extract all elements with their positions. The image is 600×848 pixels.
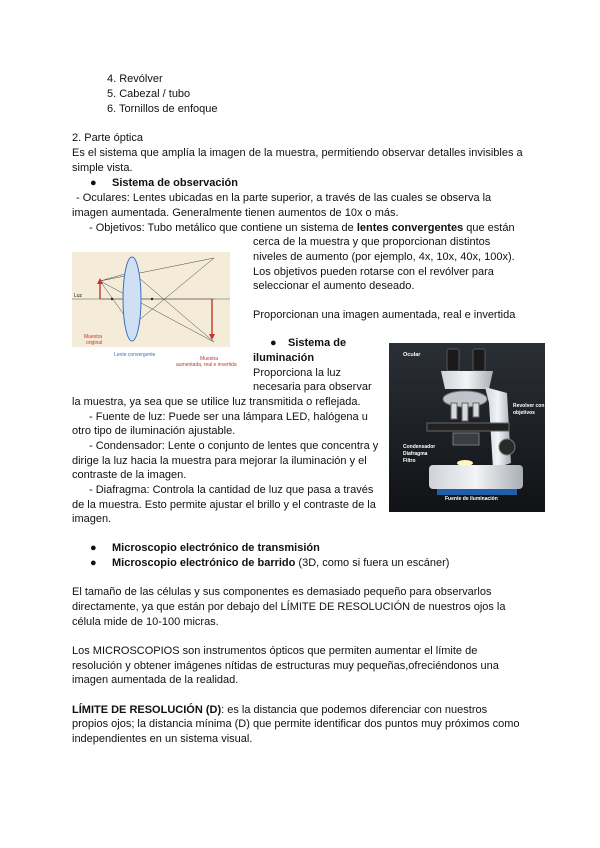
lens-diagram-svg: [72, 252, 237, 370]
objetivos-text-c: que están: [463, 222, 515, 234]
optica-intro-line1: Es el sistema que amplía la imagen de la muestra, permitiendo observar detalles invisibles a: [72, 147, 523, 159]
objetivos-line1: [89, 221, 515, 236]
converging-lens: [123, 257, 141, 341]
diafragma-line1: - Diafragma: Controla la cantidad de luz que pasa a través: [89, 484, 374, 496]
subheading-iluminacion-2: iluminación: [253, 352, 315, 364]
limite-line1: [72, 703, 487, 718]
bullet-icon: ●: [270, 337, 277, 349]
limite-term: LÍMITE DE RESOLUCIÓN (D): [72, 704, 222, 716]
iluminacion-line1: Proporciona la luz: [253, 367, 342, 379]
label-muestra-original-2: original: [86, 340, 103, 346]
eyepiece-left: [447, 349, 459, 371]
oculares-line2: imagen aumentada. Generalmente tienen aumentos de 10x o más.: [72, 207, 399, 219]
lentes-convergentes-term: lentes convergentes: [356, 222, 464, 234]
label-ocular: Ocular: [403, 352, 421, 358]
microscope-photo: [389, 343, 545, 512]
objetivos-line4: Los objetivos pueden rotarse con el revólver para: [253, 266, 494, 278]
diafragma-line3: imagen.: [72, 513, 112, 525]
list-item-barrido: [90, 556, 449, 571]
label-muestra-aumentada-2: aumentada, real e invertida: [176, 362, 237, 368]
objetivos-line3: niveles de aumento (por ejemplo, 4x, 10x, 40x, 100x).: [253, 251, 515, 263]
microscope-photo-svg: [389, 343, 545, 512]
microscopios-line1: Los MICROSCOPIOS son instrumentos ópticos que permiten aumentar el límite de: [72, 645, 478, 657]
condensador-line3: contraste de la imagen.: [72, 469, 187, 481]
condenser: [453, 433, 479, 445]
diafragma-line2: de la muestra. Esto permite ajustar el brillo y el contraste de la: [72, 499, 376, 511]
label-fuente: Fuente de iluminación: [445, 496, 498, 502]
microscopios-line2: resolución y obtener imágenes nítidas de estructuras muy pequeñas,ofreciéndonos una: [72, 660, 499, 672]
lens-diagram: [72, 252, 237, 370]
subheading-observacion: [90, 176, 238, 191]
tamano-line3: célula mide de 10-100 micras.: [72, 616, 219, 628]
transmision-label: Microscopio electrónico de transmisión: [112, 542, 320, 554]
objective-2: [462, 403, 468, 421]
condensador-line1: - Condensador: Lente o conjunto de lentes que concentra y: [89, 440, 379, 452]
microscope-head: [441, 371, 493, 389]
limite-line3: independientes en un sistema visual.: [72, 733, 253, 745]
label-condensador: Condensador: [403, 444, 436, 450]
focal-point-left: [111, 298, 113, 300]
light-source: [457, 460, 473, 466]
objective-1: [451, 403, 457, 419]
oculares-line1: - Oculares: Lentes ubicadas en la parte superior, a través de las cuales se observa la: [76, 192, 492, 204]
bullet-icon: ●: [90, 177, 97, 189]
focal-point-right: [151, 298, 153, 300]
proporcionan-text: Proporcionan una imagen aumentada, real e invertida: [253, 309, 516, 321]
list-item-cabezal: 5. Cabezal / tubo: [107, 88, 191, 100]
focus-knob: [499, 439, 515, 455]
stage: [427, 423, 509, 431]
label-muestra-original-1: Muestra: [84, 334, 103, 340]
iluminacion-line3: la muestra, ya sea que se utilice luz transmitida o reflejada.: [72, 396, 361, 408]
objective-3: [473, 403, 479, 417]
eyepiece-right: [473, 349, 485, 371]
optica-intro-line2: simple vista.: [72, 162, 133, 174]
limite-line2: propios ojos; la distancia mínima (D) que permite identificar dos puntos muy próximos como: [72, 718, 520, 730]
label-lente-convergente: Lente convergente: [114, 352, 156, 358]
fuente-line1: - Fuente de luz: Puede ser una lámpara LED, halógena u: [89, 411, 368, 423]
objetivos-text-a: - Objetivos: Tubo metálico que contiene un sistema de: [89, 222, 357, 234]
condensador-line2: dirige la luz hacia la muestra para mejorar la iluminación y el: [72, 455, 367, 467]
iluminacion-label-1: Sistema de: [288, 337, 347, 349]
base-stripe: [437, 489, 517, 495]
label-luz: Luz: [74, 293, 83, 299]
list-item-transmision: [90, 541, 320, 556]
barrido-description: (3D, como si fuera un escáner): [295, 557, 450, 569]
section-heading-optica: 2. Parte óptica: [72, 132, 143, 144]
limite-text-1: : es la distancia que podemos diferenciar con nuestros: [221, 704, 488, 716]
list-item-tornillos: 6. Tornillos de enfoque: [107, 103, 218, 115]
label-filtro: Filtro: [403, 458, 416, 464]
objetivos-line5: seleccionar el aumento deseado.: [253, 280, 415, 292]
barrido-label: Microscopio electrónico de barrido: [112, 557, 296, 569]
bullet-icon: ●: [90, 557, 97, 569]
subheading-iluminacion-1: [270, 336, 346, 351]
iluminacion-line2: necesaria para observar: [253, 381, 372, 393]
microscopios-line3: imagen aumentada de la realidad.: [72, 674, 239, 686]
bullet-icon: ●: [90, 542, 97, 554]
observacion-label: Sistema de observación: [112, 177, 238, 189]
microscope-base: [429, 465, 523, 489]
label-diafragma: Diafragma: [403, 451, 428, 457]
label-revolver-2: objetivos: [513, 410, 535, 416]
tamano-line1: El tamaño de las células y sus componentes es demasiado pequeño para observarlos: [72, 586, 492, 598]
label-revolver-1: Revolver con: [513, 403, 545, 409]
fuente-line2: otro tipo de iluminación ajustable.: [72, 425, 236, 437]
tamano-line2: directamente, ya que están por debajo del LÍMITE DE RESOLUCIÓN de nuestros ojos la: [72, 601, 506, 613]
list-item-revolver: 4. Revólver: [107, 73, 163, 85]
objetivos-line2: cerca de la muestra y que proporcionan distintos: [253, 236, 491, 248]
label-muestra-aumentada-1: Muestra: [200, 356, 219, 362]
